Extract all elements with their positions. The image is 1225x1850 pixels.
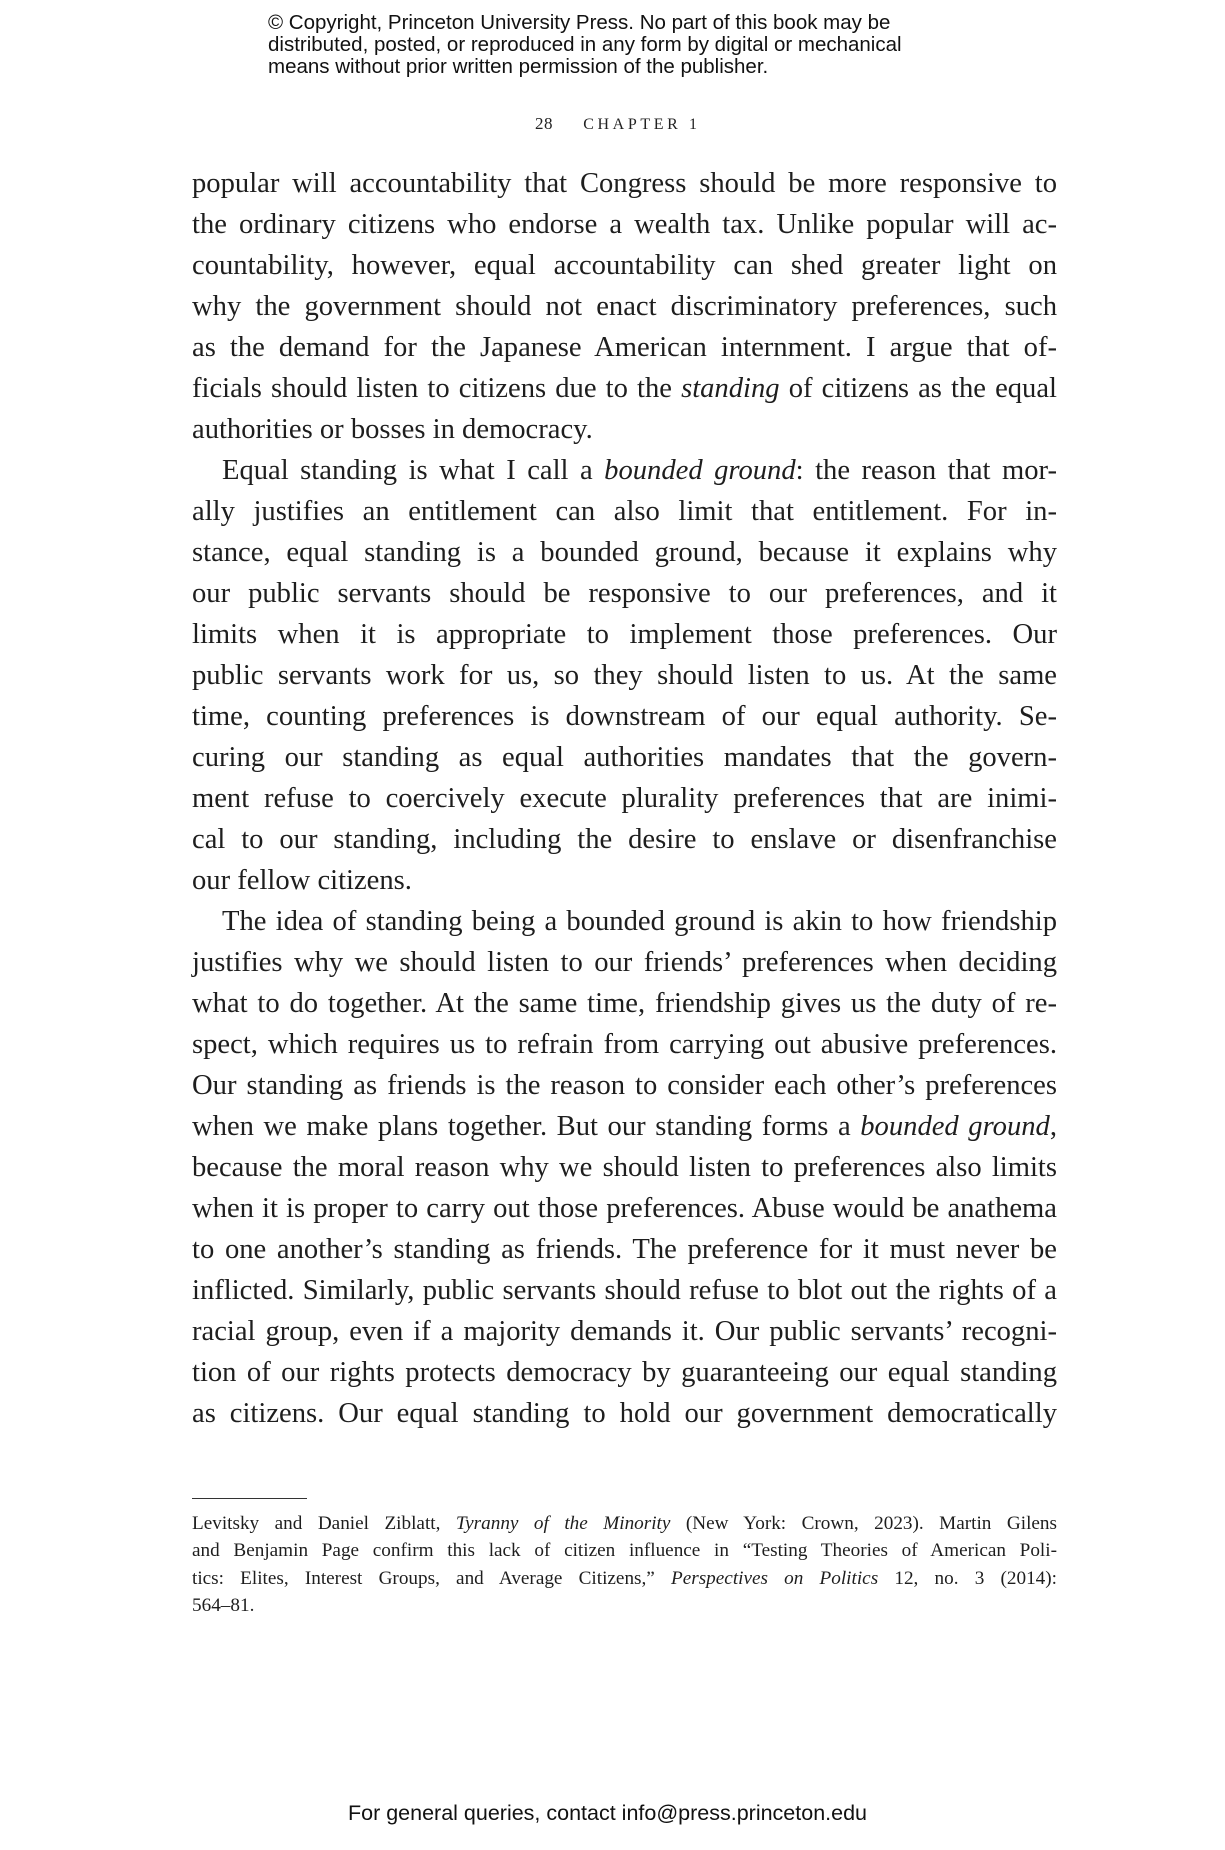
footnote-line: tics: Elites, Interest Groups, and Average Citizens,” Perspectives on Politics 12, no. 3 (2014): (192, 1567, 1057, 1589)
footer-contact: For general queries, contact info@press.princeton.edu (348, 1801, 868, 1825)
page-number: 28 (535, 114, 553, 133)
body-text (192, 163, 1057, 1434)
text-line: popular will accountability that Congress should be more responsive to (192, 168, 1057, 199)
text-line: curing our standing as equal authorities mandates that the govern- (192, 742, 1057, 773)
paragraph (192, 901, 1057, 1434)
copyright-line: distributed, posted, or reproduced in any form by digital or mechanical (268, 33, 902, 56)
paragraph (192, 163, 1057, 450)
text-line: to one another’s standing as friends. The preference for it must never be (192, 1234, 1057, 1265)
text-line: public servants work for us, so they should listen to us. At the same (192, 660, 1057, 691)
text-line: The idea of standing being a bounded ground is akin to how friendship (222, 906, 1057, 937)
text-line: cal to our standing, including the desire to enslave or disenfranchise (192, 824, 1057, 855)
italic-text: bounded ground (860, 1111, 1050, 1142)
text-line: authorities or bosses in democracy. (192, 414, 593, 445)
text-line: justifies why we should listen to our friends’ preferences when deciding (192, 947, 1057, 978)
text-line: inflicted. Similarly, public servants should refuse to blot out the rights of a (192, 1275, 1057, 1306)
paragraph (192, 450, 1057, 901)
text-line: when we make plans together. But our standing forms a bounded ground, (192, 1111, 1058, 1142)
text-line: our public servants should be responsive to our preferences, and it (192, 578, 1057, 609)
text-line: Our standing as friends is the reason to consider each other’s preferences (192, 1070, 1057, 1101)
copyright-line: means without prior written permission of the publisher. (268, 55, 769, 78)
text-line: limits when it is appropriate to implement those preferences. Our (192, 619, 1057, 650)
copyright-notice (268, 12, 988, 78)
chapter-label: CHAPTER 1 (583, 116, 701, 133)
running-head (535, 114, 701, 134)
copyright-line: © Copyright, Princeton University Press. No part of this book may be (268, 11, 891, 34)
text-line: stance, equal standing is a bounded ground, because it explains why (192, 537, 1057, 568)
footnote-line: 564–81. (192, 1594, 255, 1616)
italic-text: Tyranny of the Minority (455, 1513, 671, 1534)
footnote-divider (192, 1498, 307, 1499)
text-line: as citizens. Our equal standing to hold our government democratically (192, 1398, 1057, 1429)
footnote (192, 1510, 1057, 1619)
text-line: racial group, even if a majority demands it. Our public servants’ recogni- (192, 1316, 1057, 1347)
text-line: the ordinary citizens who endorse a wealth tax. Unlike popular will ac- (192, 209, 1057, 240)
text-line: our fellow citizens. (192, 865, 412, 896)
text-line: why the government should not enact discriminatory preferences, such (192, 291, 1057, 322)
text-line: because the moral reason why we should listen to preferences also limits (192, 1152, 1057, 1183)
footnote-line: and Benjamin Page confirm this lack of citizen influence in “Testing Theories of American Poli- (192, 1540, 1057, 1562)
text-line: countability, however, equal accountability can shed greater light on (192, 250, 1057, 281)
text-line: ficials should listen to citizens due to the standing of citizens as the equal (192, 373, 1057, 404)
text-line: as the demand for the Japanese American internment. I argue that of- (192, 332, 1057, 363)
text-line: spect, which requires us to refrain from carrying out abusive preferences. (192, 1029, 1057, 1060)
italic-text: standing (681, 373, 780, 404)
italic-text: bounded ground (604, 455, 796, 486)
text-line: when it is proper to carry out those preferences. Abuse would be anathema (192, 1193, 1057, 1224)
text-line: what to do together. At the same time, friendship gives us the duty of re- (192, 988, 1057, 1019)
footnote-line: Levitsky and Daniel Ziblatt, Tyranny of the Minority (New York: Crown, 2023). Martin Gilens (192, 1513, 1057, 1534)
text-line: Equal standing is what I call a bounded ground: the reason that mor- (222, 455, 1057, 486)
text-line: time, counting preferences is downstream of our equal authority. Se- (192, 701, 1057, 732)
text-line: ally justifies an entitlement can also limit that entitlement. For in- (192, 496, 1057, 527)
text-line: tion of our rights protects democracy by guaranteeing our equal standing (192, 1357, 1057, 1388)
italic-text: Perspectives on Politics (671, 1567, 879, 1589)
text-line: ment refuse to coercively execute plurality preferences that are inimi- (192, 783, 1057, 814)
